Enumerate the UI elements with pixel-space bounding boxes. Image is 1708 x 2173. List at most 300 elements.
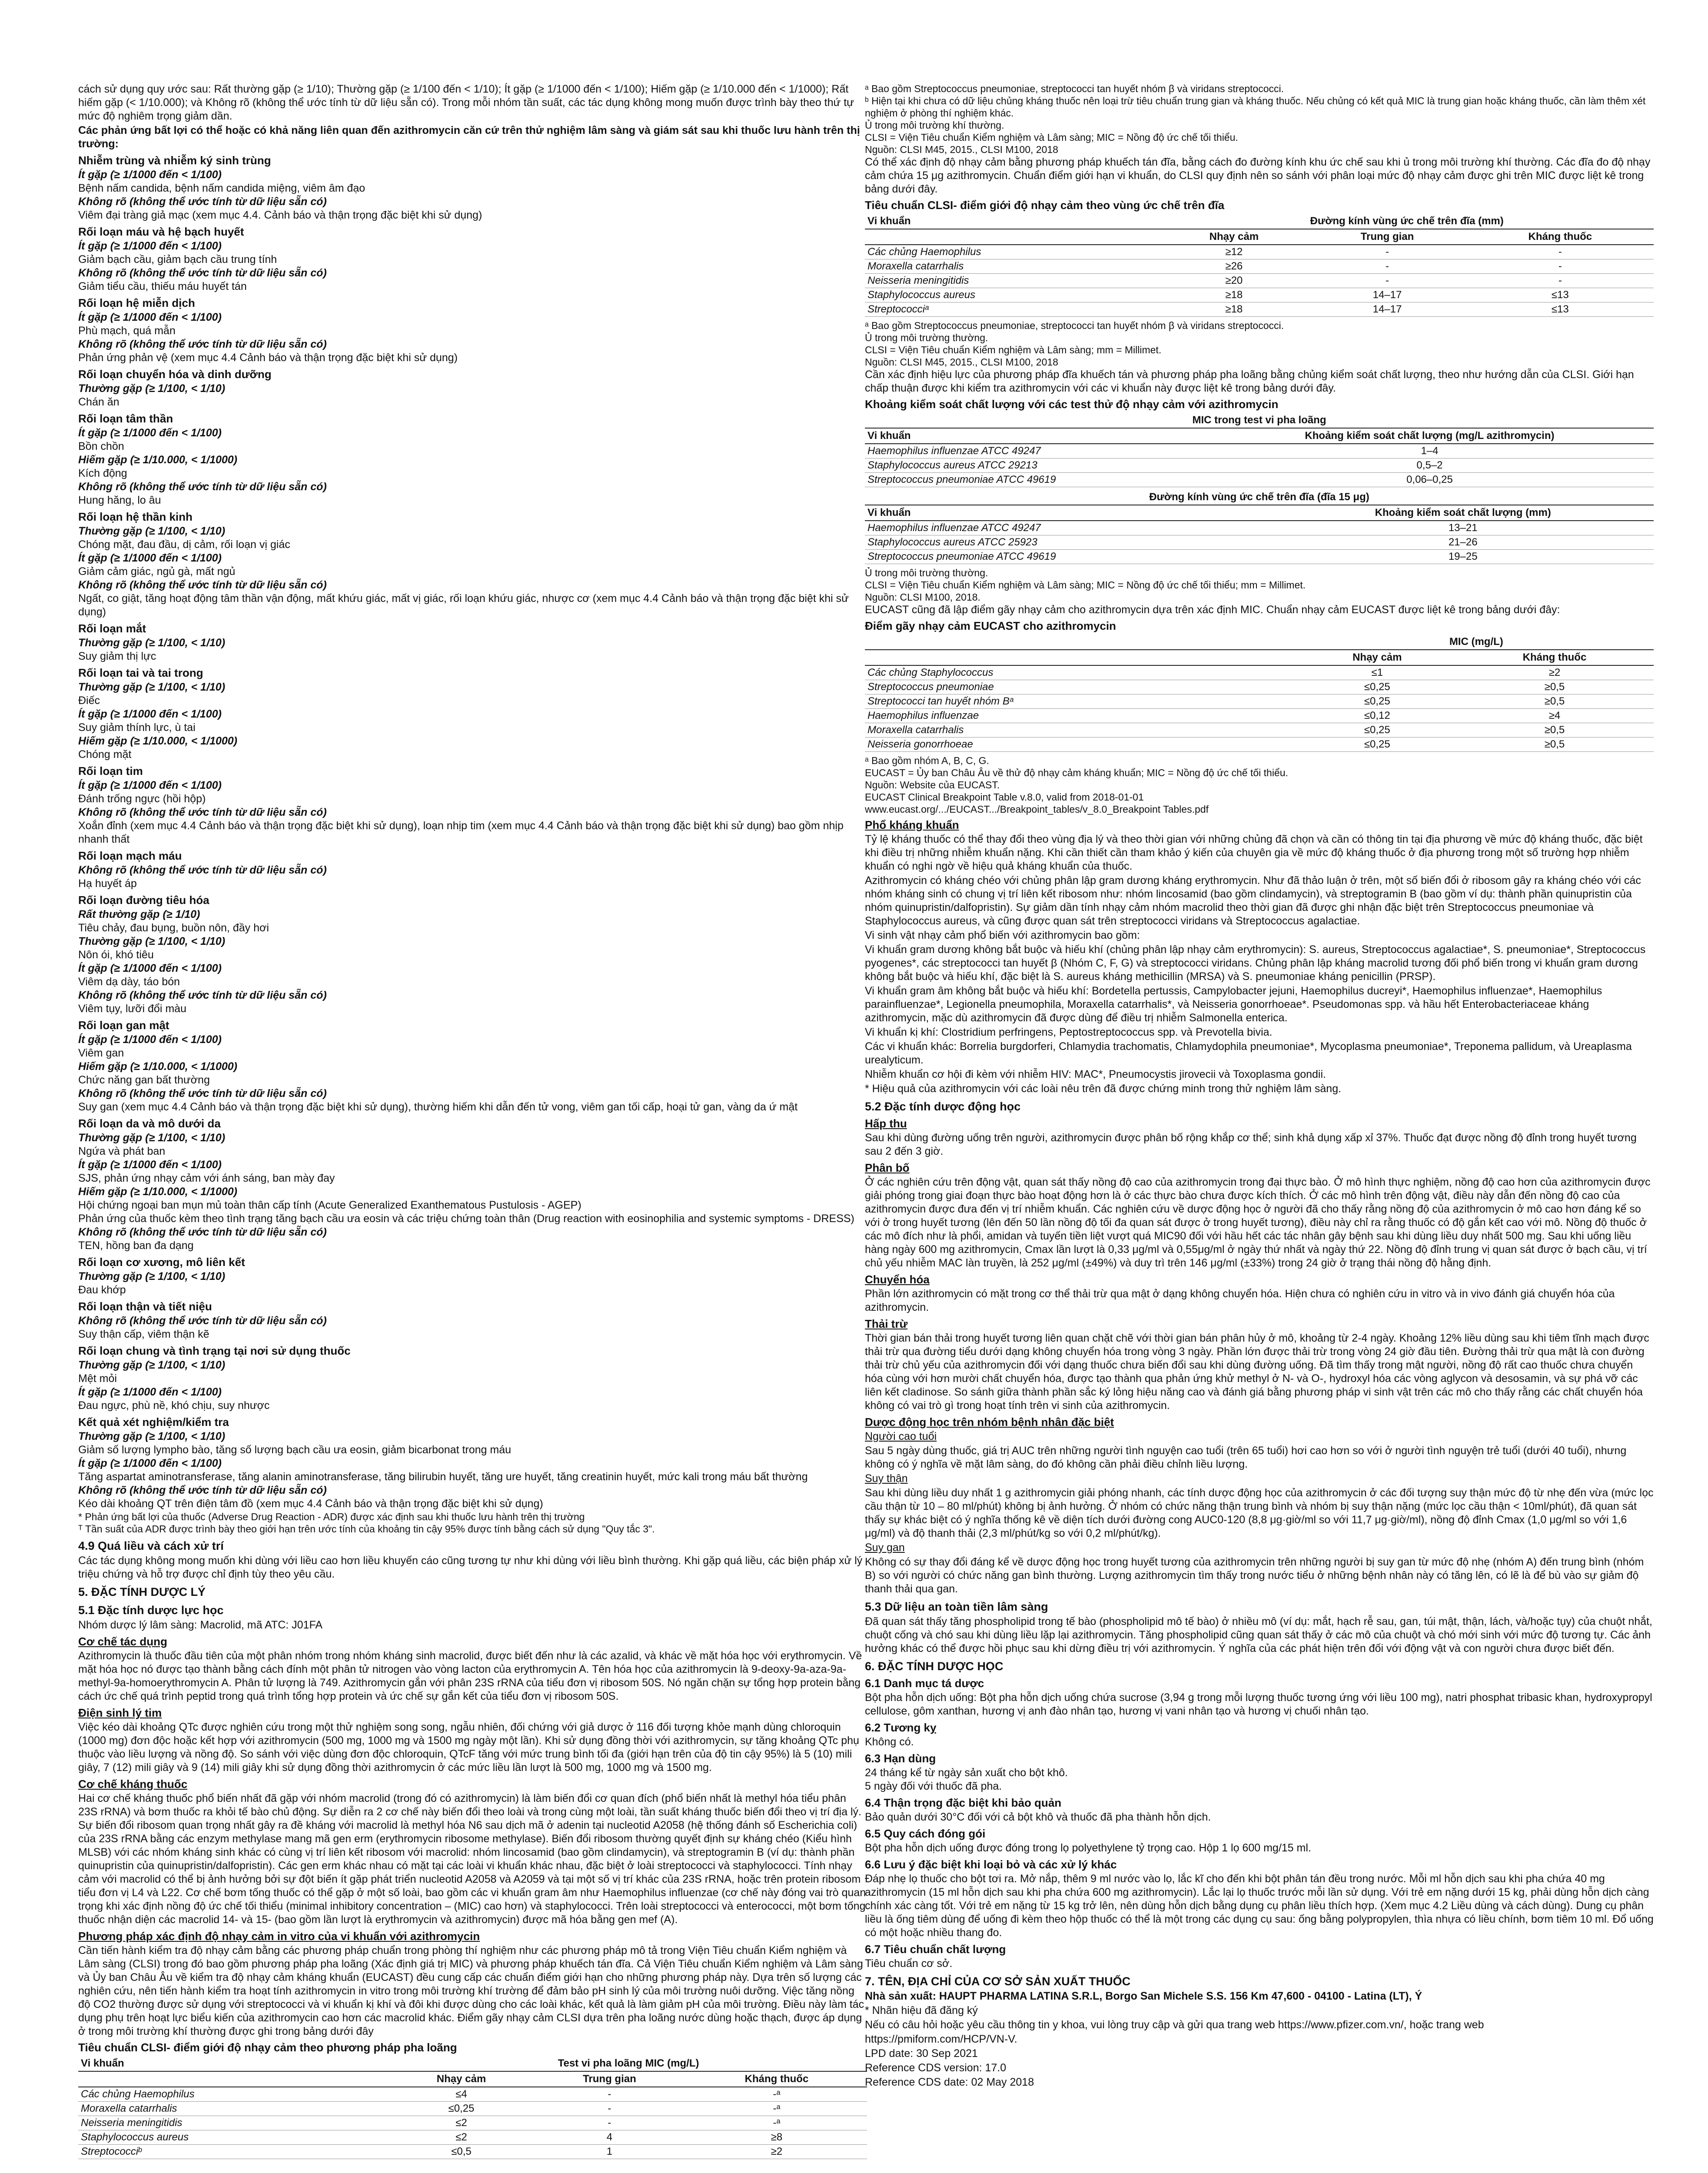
- susceptibility-title: Phương pháp xác định độ nhạy cảm in vitro của vi khuẩn với azithromycin: [78, 1930, 480, 1943]
- frequency-label: Hiếm gặp (≥ 1/10.000, < 1/1000): [78, 454, 238, 466]
- table-cell: 0,06–0,25: [1206, 473, 1654, 487]
- table-header: Nhạy cảm: [1160, 229, 1308, 245]
- table-row: [865, 738, 1654, 752]
- spectrum-text: [865, 833, 1654, 1096]
- table-cell: 4: [533, 2130, 686, 2145]
- table-header: Khoảng kiểm soát chất lượng (mg/L azithromycin): [1206, 428, 1654, 444]
- ae-group-title: Nhiễm trùng và nhiễm ký sinh trùng: [78, 154, 271, 167]
- spectrum-paragraph: Các vi khuẩn khác: Borrelia burgdorferi, Chlamydia trachomatis, Chlamydophila pneumoniae*, Mycoplasma pneumoniae*, Treponema pallidum, và Ureaplasma urealyticum.: [865, 1040, 1632, 1066]
- table-row: [78, 2116, 867, 2130]
- table-cell: ≥20: [1160, 274, 1308, 288]
- eucast-table-title: Điểm gãy nhạy cảm EUCAST cho azithromycin: [865, 619, 1116, 632]
- table-header: Vi khuẩn: [865, 505, 1272, 521]
- frequency-label: Ít gặp (≥ 1/1000 đến < 1/100): [78, 311, 222, 323]
- section-5-2-title: 5.2 Đặc tính dược động học: [865, 1100, 1021, 1113]
- clsi-dilution-table-title: Tiêu chuẩn CLSI- điểm giới độ nhạy cảm theo phương pháp pha loãng: [78, 2041, 457, 2054]
- table-cell: -: [1467, 245, 1654, 259]
- frequency-label: Ít gặp (≥ 1/1000 đến < 1/100): [78, 427, 222, 439]
- note-line: EUCAST Clinical Breakpoint Table v.8.0, valid from 2018-01-01: [865, 791, 1144, 803]
- ae-item: Suy gan (xem mục 4.4 Cảnh báo và thận trọng đặc biệt khi sử dụng), thường hiếm khi dẫn đến tử vong, viêm gan tối cấp, hoại tử gan, vàng da ứ mật: [78, 1101, 798, 1113]
- frequency-label: Không rõ (không thể ước tính từ dữ liệu sẵn có): [78, 481, 327, 493]
- ae-group-title: Rối loạn mắt: [78, 622, 146, 635]
- notes-block: [865, 567, 1654, 603]
- spectrum-paragraph: Vi khuẩn kị khí: Clostridium perfringens, Peptostreptococcus spp. và Prevotella bivia.: [865, 1026, 1273, 1038]
- table-row: [78, 2087, 867, 2102]
- spectrum-paragraph: Nhiễm khuẩn cơ hội đi kèm với nhiễm HIV: MAC*, Pneumocystis jirovecii và Toxoplasma gondii.: [865, 1068, 1326, 1080]
- table-cell: ≤0,12: [1299, 709, 1455, 723]
- table-cell: Các chủng Staphylococcus: [865, 665, 1299, 680]
- section-5-3-title: 5.3 Dữ liệu an toàn tiền lâm sàng: [865, 1600, 1048, 1613]
- special-text: Sau 5 ngày dùng thuốc, giá trị AUC trên những người tình nguyện cao tuổi (trên 65 tuổi) hơi cao hơn so với ở người tình nguyện trẻ tuổi (dưới 40 tuổi), nhưng không có ý nghĩa về mặt lâm sàng, do đó không cần phải điều chỉnh liều lượng.: [865, 1445, 1627, 1470]
- ae-item: Đánh trống ngực (hồi hộp): [78, 793, 206, 805]
- resistance-title: Cơ chế kháng thuốc: [78, 1778, 188, 1791]
- ae-item: Giảm cảm giác, ngủ gà, mất ngủ: [78, 565, 236, 578]
- ae-item: Điếc: [78, 694, 100, 707]
- table-cell: Streptococciᵃ: [865, 302, 1160, 317]
- table-header: Vi khuẩn: [865, 214, 1160, 229]
- note-line: Nguồn: Website của EUCAST.: [865, 779, 1000, 791]
- frequency-label: Thường gặp (≥ 1/100, < 1/10): [78, 1430, 226, 1442]
- section-6-2-text: Không có.: [865, 1736, 914, 1748]
- eucast-table: [865, 635, 1654, 752]
- table-cell: -: [1308, 259, 1466, 274]
- ae-item: Giảm bạch cầu, giảm bạch cầu trung tính: [78, 253, 277, 266]
- table-row: [865, 521, 1654, 535]
- frequency-label: Thường gặp (≥ 1/100, < 1/10): [78, 935, 226, 947]
- table-cell: ≥18: [1160, 302, 1308, 317]
- note-line: ᵃ Bao gồm Streptococcus pneumoniae, streptococci tan huyết nhóm β và viridans streptococci.: [865, 83, 1284, 94]
- qc-mic-table: [865, 413, 1654, 487]
- adverse-reactions-heading: Các phản ứng bất lợi có thể hoặc có khả năng liên quan đến azithromycin căn cứ trên thử nghiệm lâm sàng và giám sát sau khi thuốc lưu hành trên thị trường:: [78, 124, 860, 150]
- frequency-label: Không rõ (không thể ước tính từ dữ liệu sẵn có): [78, 579, 327, 591]
- table-cell: Neisseria meningitidis: [78, 2116, 390, 2130]
- table-cell: -: [1467, 259, 1654, 274]
- ae-item: Giảm tiểu cầu, thiếu máu huyết tán: [78, 280, 247, 292]
- table-cell: -: [1308, 245, 1466, 259]
- pk-subtitle: Phân bố: [865, 1161, 910, 1174]
- section-6-3-text: 24 tháng kể từ ngày sản xuất cho bột khô. 5 ngày đối với thuốc đã pha.: [865, 1767, 1068, 1792]
- special-populations: [865, 1430, 1654, 1596]
- table-header-group: MIC trong test vi pha loãng: [865, 413, 1654, 428]
- table-cell: Haemophilus influenzae ATCC 49247: [865, 521, 1272, 535]
- special-text: Sau khi dùng liều duy nhất 1 g azithromycin giải phóng nhanh, các tính dược động học của azithromycin ở các đối tượng suy thận mức độ từ nhẹ đến vừa (mức lọc cầu thận từ 10 – 80 ml/phút) không bị ảnh hưởng. Ở nhóm có chức năng thận trung bình và nhóm bị suy thận nặng (mức lọc cầu thận < 10ml/phút), đã quan sát thấy sự khác biệt có ý nghĩa thống kê về diện tích dưới đường cong AUC0-120 (8,8 μg·giờ/ml so với 11,7 μg·giờ/ml), nồng độ đỉnh Cmax (1,0 μg/ml so với 1,6 μg/ml) và độ thanh thải (2,3 ml/phút/kg so với 0,2 ml/phút/kg).: [865, 1487, 1654, 1539]
- ae-item: Tiêu chảy, đau bụng, buồn nôn, đầy hơi: [78, 922, 269, 934]
- spectrum-paragraph: Vi khuẩn gram dương không bắt buộc và hiếu khí (chủng phân lập nhạy cảm erythromycin): S. aureus, Streptococcus agalactiae*, S. pneumoniae*, Streptococcus pyogenes*, các streptococci tan huyết β (Nhóm C, F, G) và streptococci viridans. Chủng phân lập kháng macrolid tương đối phổ biến trong vi khuẩn gram dương không bắt buộc và hiếu khí, đặc biệt là S. aureus kháng methicillin (MRSA) và S. pneumoniae kháng penicillin (PRSP).: [865, 944, 1646, 983]
- frequency-label: Ít gặp (≥ 1/1000 đến < 1/100): [78, 1033, 222, 1046]
- ae-group-title: Rối loạn đường tiêu hóa: [78, 894, 209, 907]
- ae-item: Ngứa và phát ban: [78, 1145, 166, 1157]
- table-cell: Các chủng Haemophilus: [865, 245, 1160, 259]
- table-header-group: Đường kính vùng ức chế trên đĩa (mm): [1160, 214, 1654, 229]
- section-6-1-text: Bột pha hỗn dịch uống: Bột pha hỗn dịch uống chứa sucrose (3,94 g trong mỗi lượng thuốc tương ứng với liều 100 mg), natri phosphat tribasic khan, hydroxypropyl cellulose, gôm xanthan, hương vị anh đào nhân tạo, hương vị vani nhân tạo và hương vị chuối nhân tạo.: [865, 1691, 1652, 1717]
- table-cell: ≤4: [390, 2087, 533, 2102]
- special-subtitle: Người cao tuổi: [865, 1430, 937, 1442]
- susceptibility-text: Cần tiến hành kiểm tra độ nhạy cảm bằng các phương pháp chuẩn trong phòng thí nghiệm như các phương pháp mô tả trong Viện Tiêu chuẩn Kiểm nghiệm và Lâm sàng (CLSI) trong đó bao gồm phương pháp pha loãng (Xác định giá trị MIC) và phương pháp khuếch tán đĩa. Cả Viện Tiêu chuẩn Kiểm nghiệm và Lâm sàng và Ủy ban Châu Âu về kiểm tra độ nhạy cảm kháng khuẩn (EUCAST) đều cung cấp các chuẩn điểm giới hạn cho những phương pháp này. Dựa trên số lượng các nghiên cứu, nên tiến hành kiểm tra hoạt tính azithromycin in vitro trong môi trường khí trường để đảm bảo pH sinh lý của môi trường nuôi dưỡng. Việc tăng nồng độ CO2 thường được sử dụng với streptococci và vi khuẩn kị khí và đôi khi được dùng cho các loài khác, kết quả là làm giảm pH của môi trường. Điều này làm tác dụng phụ trên hoạt lực biểu kiến của azithromycin cao hơn các macrolid khác. Điểm gãy nhạy cảm CLSI dựa trên pha loãng nước dùng hoặc thạch, được áp dụng ở trong môi trường khí thường được ghi trong bảng dưới đây: [78, 1944, 864, 2037]
- frequency-label: Không rõ (không thể ước tính từ dữ liệu sẵn có): [78, 864, 327, 876]
- eucast-text: EUCAST cũng đã lập điểm gãy nhạy cảm cho azithromycin dựa trên xác định MIC. Chuẩn nhạy cảm EUCAST được liệt kê trong bảng dưới đây:: [865, 604, 1560, 616]
- ae-group-title: Rối loạn da và mô dưới da: [78, 1117, 221, 1130]
- frequency-label: Thường gặp (≥ 1/100, < 1/10): [78, 525, 226, 537]
- table-body: [865, 521, 1654, 564]
- footnote-adr: * Phản ứng bất lợi của thuốc (Adverse Drug Reaction - ADR) được xác định sau khi thuốc lưu hành trên thị trường: [78, 1511, 585, 1522]
- notes-block: [865, 319, 1654, 368]
- note-line: ᵃ Bao gồm Streptococcus pneumoniae, streptococci tan huyết nhóm β và viridans streptococci.: [865, 320, 1284, 331]
- note-line: Nguồn: CLSI M45, 2015., CLSI M100, 2018: [865, 356, 1058, 368]
- manufacturer-line: Reference CDS date: 02 May 2018: [865, 2076, 1034, 2088]
- special-text: Không có sự thay đổi đáng kể về dược động học trong huyết tương của azithromycin trên những người bị suy gan từ mức độ nhẹ (nhóm A) đến trung bình (nhóm B) so với người có chức năng gan bình thường. Lượng azithromycin tìm thấy trong nước tiểu ở những bệnh nhân này có tăng lên, có lẽ là để bù vào sự giảm độ thanh thải qua gan.: [865, 1556, 1644, 1595]
- special-subtitle: Suy gan: [865, 1542, 905, 1554]
- section-6-5-title: 6.5 Quy cách đóng gói: [865, 1827, 986, 1840]
- frequency-label: Thường gặp (≥ 1/100, < 1/10): [78, 1132, 226, 1144]
- frequency-label: Không rõ (không thể ước tính từ dữ liệu sẵn có): [78, 806, 327, 818]
- table-cell: ≥4: [1455, 709, 1654, 723]
- frequency-label: Thường gặp (≥ 1/100, < 1/10): [78, 1359, 226, 1371]
- frequency-label: Không rõ (không thể ước tính từ dữ liệu sẵn có): [78, 338, 327, 350]
- table-cell: Haemophilus influenzae ATCC 49247: [865, 444, 1206, 459]
- notes-block: [865, 754, 1654, 815]
- ae-item: Hạ huyết áp: [78, 877, 137, 890]
- table-cell: ≤13: [1467, 302, 1654, 317]
- pharmacokinetics: [865, 1116, 1654, 1412]
- section-6-5-text: Bột pha hỗn dịch uống được đóng trong lọ polyethylene tỷ trọng cao. Hộp 1 lọ 600 mg/15 ml.: [865, 1842, 1311, 1854]
- frequency-label: Không rõ (không thể ước tính từ dữ liệu sẵn có): [78, 1484, 327, 1496]
- pk-subtitle: Thải trừ: [865, 1317, 908, 1330]
- table-cell: Staphylococcus aureus: [78, 2130, 390, 2145]
- frequency-label: Không rõ (không thể ước tính từ dữ liệu sẵn có): [78, 196, 327, 208]
- table-cell: ≥18: [1160, 288, 1308, 302]
- electrophysiology-text: Việc kéo dài khoảng QTc được nghiên cứu trong một thử nghiệm song song, ngẫu nhiên, đối chứng với giả dược ở 116 đối tượng khỏe mạnh dùng chloroquin (1000 mg) đơn độc hoặc kết hợp với azithromycin (500 mg, 1000 mg và 1500 mg ngày một lần). Khi sử dụng đồng thời với azithromycin, sự tăng khoảng QTc phụ thuộc vào liều lượng và nồng độ. So sánh với việc dùng đơn độc chloroquin, QTcF tăng với mức trung bình tối đa (giới hạn trên của độ tin cậy 95%) là 5 (10) mili giây, 7 (12) mili giây và 9 (14) mili giây khi sử dụng đồng thời azithromycin ở các mức liều lần lượt là 500 mg, 1000 mg và 1500 mg.: [78, 1721, 859, 1774]
- table-row: [865, 550, 1654, 564]
- table-cell: ≤0,25: [390, 2102, 533, 2116]
- table-header: Khoảng kiểm soát chất lượng (mm): [1272, 505, 1654, 521]
- ae-item: Chức năng gan bất thường: [78, 1074, 210, 1086]
- table-header-group: MIC (mg/L): [1299, 635, 1654, 650]
- manufacturer-info: [865, 1990, 1654, 2089]
- ae-item: Viêm dạ dày, táo bón: [78, 976, 180, 988]
- table-row: [865, 444, 1654, 459]
- table-cell: Streptococciᵇ: [78, 2145, 390, 2159]
- frequency-label: Ít gặp (≥ 1/1000 đến < 1/100): [78, 240, 222, 252]
- ae-item: Nôn ói, khó tiêu: [78, 949, 154, 961]
- frequency-label: Ít gặp (≥ 1/1000 đến < 1/100): [78, 962, 222, 974]
- table-row: [78, 2130, 867, 2145]
- table-row: [865, 709, 1654, 723]
- section-6-4-text: Bảo quản dưới 30°C đối với cả bột khô và thuốc đã pha thành hỗn dịch.: [865, 1811, 1211, 1823]
- resistance-text: Hai cơ chế kháng thuốc phổ biến nhất đã gặp với nhóm macrolid (trong đó có azithromycin) là làm biến đổi cơ quan đích (phổ biến nhất là methyl hóa tiểu phân 23S rRNA) và bơm thuốc ra khỏi tế bào chủ động. Sự diễn ra 2 cơ chế này biến đổi theo loài và trong cùng một loài, tần suất kháng thuốc biến đổi theo vị trí địa lý. Sự biến đổi ribosom quan trọng nhất gây ra đề kháng với macrolid là methyl hóa N6 sau dịch mã ở adenin tại nucleotid A2058 (hệ thống đánh số Escherichia coli) của 23S rRNA bằng các enzym methylase mang mã gen erm (erythromycin ribosome methylase). Biến đổi ribosom thường quyết định sự kháng chéo (Kiểu hình MLSB) với các nhóm kháng sinh khác có cùng vị trí liên kết ribosom với macrolid: nhóm lincosamid (bao gồm clindamycin), và streptogramin B (ví dụ: thành phần quinupristin của quinupristin/dalfopristin). Các gen erm khác nhau có mặt tại các loài vi khuẩn khác nhau, đặc biệt ở loài streptococci và staphylococci. Tính nhạy cảm với macrolid có thể bị ảnh hưởng bởi sự đột biến ít gặp phát triển nucleotid A2058 và A2059 và tại một số vị trí khác của 23S rRNA, hoặc trên protein ribosom tiểu đơn vị L4 và L22. Cơ chế bơm tống thuốc có thể gặp ở một số loài, bao gồm các vi khuẩn gram âm như Haemophilus influenzae (cơ chế này đóng vai trò quan trọng khi xác định nồng độ ức chế tối thiểu (minimal inhibitory concentration – (MIC) cao hơn) và staphylococci. Trên loài streptococci và enterococci, một bơm tống thuốc nhận diện các macrolid 14- và 15- (bao gồm lần lượt là erythromycin và azithromycin) được mã hóa bằng gen mef (A).: [78, 1792, 866, 1926]
- table-cell: 19–25: [1272, 550, 1654, 564]
- pk-text: Thời gian bán thải trong huyết tương liên quan chặt chẽ với thời gian bán phân hủy ở mô, khoảng từ 2-4 ngày. Khoảng 12% liều dùng sau khi tiêm tĩnh mạch được thải trừ qua đường tiểu dưới dạng không chuyển hóa trong vòng 3 ngày. Phần lớn được thải trừ trong vòng 24 giờ đầu tiên. Đường thải trừ qua mật là con đường thải trừ chủ yếu của azithromycin đối với dạng thuốc chưa biến đổi sau khi dùng đường uống. Đã tìm thấy trong mật người, nồng độ rất cao thuốc chưa chuyển hóa cùng với hơn mười chất chuyển hóa, được tạo thành qua phản ứng khử methyl ở N- và O-, hydroxyl hóa các vòng aglycon và desosamin, và sự phá vỡ các liên kết cladinose. So sánh giữa thành phần sắc ký lỏng hiệu năng cao và đánh giá bằng phương pháp vi sinh vật trên các mô cho thấy rằng các chất chuyển hóa không có vai trò gì trong hoạt tính trên vi sinh của azithromycin.: [865, 1332, 1649, 1412]
- ae-item: Đau ngực, phù nề, khó chịu, suy nhược: [78, 1399, 270, 1412]
- ae-group-title: Rối loạn tâm thần: [78, 412, 173, 425]
- table-cell: ≤13: [1467, 288, 1654, 302]
- ae-item: Tăng aspartat aminotransferase, tăng alanin aminotransferase, tăng bilirubin huyết, tăng ure huyết, tăng creatinin huyết, mức kali trong máu bất thường: [78, 1471, 808, 1483]
- table-body: [78, 2087, 867, 2159]
- table-cell: ≤2: [390, 2116, 533, 2130]
- table-cell: ≤0,25: [1299, 723, 1455, 738]
- table-row: [78, 2145, 867, 2159]
- ae-item: Chóng mặt, đau đầu, dị cảm, rối loạn vị giác: [78, 538, 290, 551]
- frequency-label: Không rõ (không thể ước tính từ dữ liệu sẵn có): [78, 1315, 327, 1327]
- pk-text: Phần lớn azithromycin có mặt trong cơ thể thải trừ qua mật ở dạng không chuyển hóa. Hiện chưa có nghiên cứu in vitro và in vivo đánh giá chuyển hóa của azithromycin.: [865, 1288, 1615, 1313]
- table-cell: ≤0,25: [1299, 694, 1455, 709]
- ae-item: Bồn chồn: [78, 440, 124, 452]
- frequency-label: Ít gặp (≥ 1/1000 đến < 1/100): [78, 1159, 222, 1171]
- ae-item: Mệt mỏi: [78, 1372, 117, 1385]
- frequency-label: Thường gặp (≥ 1/100, < 1/10): [78, 681, 226, 693]
- ae-group-title: Rối loạn thận và tiết niệu: [78, 1300, 212, 1313]
- ae-item: Suy thận cấp, viêm thận kẽ: [78, 1328, 209, 1340]
- ae-group-title: Rối loạn chung và tình trạng tại nơi sử dụng thuốc: [78, 1344, 351, 1357]
- manufacturer-line: LPD date: 30 Sep 2021: [865, 2047, 978, 2060]
- ae-item: Giảm số lượng lympho bào, tăng số lượng bạch cầu ưa eosin, giảm bicarbonat trong máu: [78, 1444, 512, 1456]
- table-cell: Staphylococcus aureus ATCC 25923: [865, 535, 1272, 550]
- table-body: [865, 444, 1654, 487]
- table-cell: 1–4: [1206, 444, 1654, 459]
- table-header: Kháng thuốc: [686, 2071, 867, 2087]
- note-line: CLSI = Viện Tiêu chuẩn Kiểm nghiệm và Lâm sàng; MIC = Nồng độ ức chế tối thiểu.: [865, 132, 1238, 143]
- note-line: www.eucast.org/.../EUCAST.../Breakpoint_tables/v_8.0_Breakpoint Tables.pdf: [865, 804, 1209, 815]
- table-cell: ≥8: [686, 2130, 867, 2145]
- section-6-4-title: 6.4 Thận trọng đặc biệt khi bảo quản: [865, 1796, 1062, 1809]
- frequency-label: Hiếm gặp (≥ 1/10.000, < 1/1000): [78, 1060, 238, 1073]
- section-6-6-title: 6.6 Lưu ý đặc biệt khi loại bỏ và các xử lý khác: [865, 1858, 1117, 1871]
- table-row: [865, 694, 1654, 709]
- table-cell: Streptococcus pneumoniae ATCC 49619: [865, 473, 1206, 487]
- table-body: [865, 665, 1654, 752]
- ae-item: Kích động: [78, 467, 127, 479]
- table-cell: Staphylococcus aureus ATCC 29213: [865, 459, 1206, 473]
- intro-text: cách sử dụng quy ước sau: Rất thường gặp (≥ 1/10); Thường gặp (≥ 1/100 đến < 1/10); Ít gặp (≥ 1/1000 đến < 1/100); Hiếm gặp (≥ 1/10.000 đến < 1/1000); Rất hiếm gặp (< 1/10.000); và Không rõ (không thể ước tính từ dữ liệu sẵn có). Trong mỗi nhóm tần suất, các tác dụng không mong muốn được trình bày theo thứ tự mức độ nghiêm trọng giảm dần.: [78, 83, 854, 122]
- table-cell: ≤1: [1299, 665, 1455, 680]
- ae-group-title: Rối loạn gan mật: [78, 1019, 169, 1032]
- table-cell: 1: [533, 2145, 686, 2159]
- table-cell: Streptococcus pneumoniae ATCC 49619: [865, 550, 1272, 564]
- table-cell: Các chủng Haemophilus: [78, 2087, 390, 2102]
- qc-disk-table: [865, 490, 1654, 564]
- frequency-label: Hiếm gặp (≥ 1/10.000, < 1/1000): [78, 735, 238, 747]
- table-cell: Staphylococcus aureus: [865, 288, 1160, 302]
- note-line: ᵃ Bao gồm nhóm A, B, C, G.: [865, 755, 989, 766]
- pk-text: Sau khi dùng đường uống trên người, azithromycin được phân bố rộng khắp cơ thể; sinh khả dụng xấp xỉ 37%. Thuốc đạt được nồng độ đỉnh trong huyết tương sau 2 đến 3 giờ.: [865, 1132, 1637, 1157]
- section-4-9-title: 4.9 Quá liều và cách xử trí: [78, 1539, 224, 1552]
- note-line: Ủ trong môi trường khí thường.: [865, 120, 1004, 131]
- table-cell: ≥12: [1160, 245, 1308, 259]
- frequency-label: Không rõ (không thể ước tính từ dữ liệu sẵn có): [78, 989, 327, 1001]
- ae-item: Bệnh nấm candida, bệnh nấm candida miệng, viêm âm đạo: [78, 182, 366, 194]
- note-line: CLSI = Viện Tiêu chuẩn Kiểm nghiệm và Lâm sàng; MIC = Nồng độ ức chế tối thiểu; mm = Millimet.: [865, 579, 1306, 591]
- table-cell: Moraxella catarrhalis: [865, 723, 1299, 738]
- table-body: [865, 245, 1654, 317]
- ae-item: Hung hăng, lo âu: [78, 494, 161, 506]
- ae-item: Viêm đại tràng giả mạc (xem mục 4.4. Cảnh báo và thận trọng đặc biệt khi sử dụng): [78, 209, 482, 221]
- table-cell: -: [533, 2087, 686, 2102]
- section-6-2-title: 6.2 Tương kỵ: [865, 1721, 937, 1734]
- table-row: [865, 680, 1654, 694]
- note-line: Nguồn: CLSI M45, 2015., CLSI M100, 2018: [865, 144, 1058, 155]
- ae-item: Phản ứng của thuốc kèm theo tình trạng tăng bạch cầu ưa eosin và các triệu chứng toàn thân (Drug reaction with eosinophilia and systemic symptoms - DRESS): [78, 1213, 854, 1225]
- frequency-label: Thường gặp (≥ 1/100, < 1/10): [78, 637, 226, 649]
- table-header: Trung gian: [1308, 229, 1466, 245]
- table-cell: -ᵃ: [686, 2087, 867, 2102]
- table-cell: Haemophilus influenzae: [865, 709, 1299, 723]
- ae-item: Đau khớp: [78, 1284, 126, 1296]
- table-cell: 13–21: [1272, 521, 1654, 535]
- footnote-rule-of-3: ᵀ Tần suất của ADR được trình bày theo giới hạn trên ước tính của khoảng tin cậy 95% được tính bằng cách sử dụng "Quy tắc 3".: [78, 1523, 655, 1535]
- mechanism-text: Azithromycin là thuốc đầu tiên của một phân nhóm trong nhóm kháng sinh macrolid, được biết đến như là các azalid, và khác về mặt hóa học với erythromycin. Về mặt hóa học nó được tạo thành bằng cách đính một phân tử nitrogen vào vòng lacton của erythromycin A. Tên hóa học của azithromycin là 9-deoxy-9a-aza-9a-methyl-9a-homoerythromycin A. Phân tử lượng là 749. Azithromycin gắn với phân 23S rRNA của tiểu đơn vị ribosom 50S. Nó ngăn chặn sự tổng hợp protein bằng cách ức chế quá trình peptid trong quá trình tổng hợp protein và ức chế sự gắn kết của tiểu đơn vị ribosom 50S.: [78, 1650, 862, 1702]
- table-row: [865, 245, 1654, 259]
- qc-table-title: Khoảng kiểm soát chất lượng với các test thử độ nhạy cảm với azithromycin: [865, 398, 1279, 411]
- frequency-label: Không rõ (không thể ước tính từ dữ liệu sẵn có): [78, 267, 327, 279]
- table-cell: -: [1308, 274, 1466, 288]
- right-column: [865, 83, 1654, 2090]
- manufacturer-line: Nếu có câu hỏi hoặc yêu cầu thông tin y khoa, vui lòng truy cập và gửi qua trang web https://www.pfizer.com.vn/, hoặc trang web: [865, 2019, 1484, 2031]
- spectrum-title: Phổ kháng khuẩn: [865, 818, 959, 831]
- disk-method-text: Có thể xác định độ nhạy cảm bằng phương pháp khuếch tán đĩa, bằng cách đo đường kính khu ức chế sau khi ủ trong môi trường khí thường. Các đĩa đo độ nhạy cảm chứa 15 μg azithromycin. Chuẩn điểm giới hạn vi khuẩn, do CLSI quy định nên so sánh với phân loại mức độ nhạy cảm được ghi trên MIC được liệt kê trong bảng dưới đây.: [865, 156, 1651, 195]
- table-header: Nhạy cảm: [390, 2071, 533, 2087]
- ae-group-title: Rối loạn tim: [78, 764, 143, 777]
- table-cell: Neisseria meningitidis: [865, 274, 1160, 288]
- table-row: [865, 302, 1654, 317]
- ae-item: Phản ứng phản vệ (xem mục 4.4 Cảnh báo và thận trọng đặc biệt khi sử dụng): [78, 352, 458, 364]
- table-row: [865, 473, 1654, 487]
- ae-item: Phù mạch, quá mẫn: [78, 325, 176, 337]
- table-header: Kháng thuốc: [1455, 650, 1654, 665]
- ae-group-title: Rối loạn hệ miễn dịch: [78, 296, 195, 309]
- special-subtitle: Suy thận: [865, 1472, 908, 1485]
- table-row: [865, 274, 1654, 288]
- table-row: [865, 459, 1654, 473]
- ae-item: Xoắn đỉnh (xem mục 4.4 Cảnh báo và thận trọng đặc biệt khi sử dụng), loạn nhịp tim (xem mục 4.4 Cảnh báo và thận trọng đặc biệt khi sử dụng) bao gồm nhịp nhanh thất: [78, 820, 844, 845]
- table-row: [78, 2102, 867, 2116]
- ae-item: Viêm tụy, lưỡi đổi màu: [78, 1003, 186, 1015]
- clsi-dilution-table: [78, 2056, 867, 2159]
- table-header-group: Đường kính vùng ức chế trên đĩa (đĩa 15 μg): [865, 490, 1654, 505]
- qc-text: Cần xác định hiệu lực của phương pháp đĩa khuếch tán và phương pháp pha loãng bằng chủng kiểm soát chất lượng, theo như hướng dẫn của CLSI. Giới hạn chấp thuận được khi kiểm tra azithromycin với các vi khuẩn này được liệt kê trong bảng dưới đây.: [865, 369, 1634, 394]
- note-line: ᵇ Hiện tại khi chưa có dữ liệu chủng kháng thuốc nên loại trừ tiêu chuẩn trung gian và kháng thuốc. Nếu chủng có kết quả MIC là trung gian hoặc kháng thuốc, cần làm thêm xét nghiệm ở phòng thí nghiệm khác.: [865, 95, 1646, 119]
- section-6-1-title: 6.1 Danh mục tá dược: [865, 1677, 984, 1690]
- ae-item: Viêm gan: [78, 1047, 124, 1059]
- ae-group-title: Kết quả xét nghiệm/kiểm tra: [78, 1415, 229, 1429]
- frequency-label: Ít gặp (≥ 1/1000 đến < 1/100): [78, 779, 222, 791]
- table-cell: 14–17: [1308, 302, 1466, 317]
- table-row: [865, 723, 1654, 738]
- table-row: [865, 665, 1654, 680]
- table-cell: 14–17: [1308, 288, 1466, 302]
- frequency-label: Không rõ (không thể ước tính từ dữ liệu sẵn có): [78, 1226, 327, 1238]
- left-column: [78, 83, 867, 2162]
- section-5-title: 5. ĐẶC TÍNH DƯỢC LÝ: [78, 1585, 206, 1598]
- table-cell: -: [533, 2102, 686, 2116]
- table-cell: ≥2: [1455, 665, 1654, 680]
- manufacturer-line: * Nhãn hiệu đã đăng ký: [865, 2004, 978, 2017]
- table-cell: ≥2: [686, 2145, 867, 2159]
- frequency-label: Ít gặp (≥ 1/1000 đến < 1/100): [78, 1386, 222, 1398]
- ae-group-title: Rối loạn chuyển hóa và dinh dưỡng: [78, 368, 272, 381]
- section-6-7-title: 6.7 Tiêu chuẩn chất lượng: [865, 1943, 1006, 1956]
- ae-item: Hội chứng ngoại ban mụn mủ toàn thân cấp tính (Acute Generalized Exanthematous Pustulosis - AGEP): [78, 1199, 582, 1211]
- table-header-group: Test vi pha loãng MIC (mg/L): [390, 2056, 867, 2071]
- ae-item: Ngất, co giật, tăng hoạt động tâm thần vận động, mất khứu giác, mất vị giác, rối loạn khứu giác, nhược cơ (xem mục 4.4 Cảnh báo và thận trọng đặc biệt khi sử dụng): [78, 592, 849, 618]
- table-cell: ≤0,25: [1299, 680, 1455, 694]
- mechanism-title: Cơ chế tác dụng: [78, 1635, 167, 1648]
- section-4-9-text: Các tác dụng không mong muốn khi dùng với liều cao hơn liều khuyến cáo cũng tương tự như khi dùng với liều bình thường. Khi gặp quá liều, các biện pháp xử lý triệu chứng và hỗ trợ được chỉ định tùy theo yêu cầu.: [78, 1555, 863, 1580]
- ae-group-title: Rối loạn máu và hệ bạch huyết: [78, 225, 244, 238]
- frequency-label: Rất thường gặp (≥ 1/10): [78, 908, 200, 920]
- ae-item: Chóng mặt: [78, 748, 132, 761]
- table-cell: 21–26: [1272, 535, 1654, 550]
- frequency-label: Ít gặp (≥ 1/1000 đến < 1/100): [78, 169, 222, 181]
- table-cell: ≥0,5: [1455, 738, 1654, 752]
- section-5-1-title: 5.1 Đặc tính dược lực học: [78, 1604, 224, 1617]
- section-6-title: 6. ĐẶC TÍNH DƯỢC HỌC: [865, 1660, 1004, 1673]
- table-cell: ≤0,5: [390, 2145, 533, 2159]
- clsi-disk-table: [865, 214, 1654, 317]
- clsi-disk-table-title: Tiêu chuẩn CLSI- điểm giới độ nhạy cảm theo vùng ức chế trên đĩa: [865, 199, 1225, 212]
- note-line: Ủ trong môi trường thường.: [865, 332, 988, 343]
- table-cell: -ᵃ: [686, 2116, 867, 2130]
- frequency-label: Thường gặp (≥ 1/100, < 1/10): [78, 1270, 226, 1283]
- table-cell: -: [1467, 274, 1654, 288]
- spectrum-paragraph: Vi khuẩn gram âm không bắt buộc và hiếu khí: Bordetella pertussis, Campylobacter jejuni, Haemophilus ducreyi*, Haemophilus influenzae*, Haemophilus parainfluenzae*, Legionella pneumophila, Moraxella catarrhalis*, và Neisseria gonorrhoeae*. Pseudomonas spp. và hầu hết Enterobacteriaceae kháng azithromycin, mặc dù azithromycin đã được dùng để điều trị nhiễm Salmonella enterica.: [865, 985, 1602, 1024]
- table-cell: -: [533, 2116, 686, 2130]
- table-row: [865, 288, 1654, 302]
- frequency-label: Ít gặp (≥ 1/1000 đến < 1/100): [78, 708, 222, 720]
- note-line: Nguồn: CLSI M100, 2018.: [865, 591, 980, 603]
- special-populations-title: Dược động học trên nhóm bệnh nhân đặc biệt: [865, 1415, 1114, 1429]
- ae-item: Kéo dài khoảng QT trên điện tâm đồ (xem mục 4.4 Cảnh báo và thận trọng đặc biệt khi sử dụng): [78, 1498, 543, 1510]
- table-header: Vi khuẩn: [78, 2056, 390, 2071]
- note-line: Ủ trong môi trường thường.: [865, 567, 988, 578]
- frequency-label: Ít gặp (≥ 1/1000 đến < 1/100): [78, 552, 222, 564]
- note-line: EUCAST = Ủy ban Châu Âu về thử độ nhạy cảm kháng khuẩn; MIC = Nồng độ ức chế tối thiểu.: [865, 767, 1288, 778]
- table-header: Trung gian: [533, 2071, 686, 2087]
- table-cell: Neisseria gonorrhoeae: [865, 738, 1299, 752]
- table-row: [865, 259, 1654, 274]
- table-header: Nhạy cảm: [1299, 650, 1455, 665]
- pk-subtitle: Chuyển hóa: [865, 1273, 930, 1286]
- ae-item: Chán ăn: [78, 396, 120, 408]
- pk-text: Ở các nghiên cứu trên động vật, quan sát thấy nồng độ cao của azithromycin trong đại thực bào. Ở mô hình thực nghiệm, nồng độ cao hơn của azithromycin được giải phóng trong giai đoạn thực bào hoạt động hơn là ở các thực bào chưa được kích thích. Ở các mô hình trên động vật, điều này dẫn đến nồng độ cao của azithromycin được đưa đến vị trí nhiễm khuẩn. Các nghiên cứu về dược động học ở người đã cho thấy rằng nồng độ của azithromycin ở mô cao hơn đáng kể so với ở trong huyết tương (lên đến 50 lần nồng độ tối đa quan sát được ở trong huyết tương), điều này chỉ ra rằng thuốc có độ gắn kết cao với mô. Nồng độ thuốc ở các mô đích như là phổi, amidan và tuyến tiền liệt vượt quá MIC90 đối với hầu hết các tác nhân gây bệnh sau khi dùng liều duy nhất 500 mg. Sau khi uống liều hàng ngày 600 mg azithromycin, Cmax lần lượt là 0,33 μg/ml và 0,55μg/ml ở ngày thứ nhất và ngày thứ 22. Nồng độ đỉnh trung vị quan sát được ở bạch cầu, vị trí chủ yếu nhiễm MAC làn truyền, là 252 μg/ml (±49%) và duy trì trên 146 μg/ml (±33%) trong 24 giờ ở trạng thái nồng độ hằng định.: [865, 1176, 1651, 1269]
- section-6-3-title: 6.3 Hạn dùng: [865, 1752, 936, 1765]
- table-cell: -ᵃ: [686, 2102, 867, 2116]
- ae-item: TEN, hồng ban đa dạng: [78, 1239, 194, 1252]
- table-cell: Moraxella catarrhalis: [78, 2102, 390, 2116]
- ae-group-title: Rối loạn hệ thần kinh: [78, 510, 193, 523]
- spectrum-paragraph: Vi sinh vật nhạy cảm phổ biến với azithromycin bao gồm:: [865, 929, 1140, 941]
- spectrum-paragraph: Azithromycin có kháng chéo với chủng phân lập gram dương kháng erythromycin. Như đã thảo luận ở trên, một số biến đổi ở ribosom gây ra kháng chéo với các nhóm kháng sinh có chung vị trí liên kết ribosom như: nhóm lincosamid (bao gồm clindamycin), và streptogramin B (bao gồm ví dụ: thành phần quinupristin của nhóm quinupristin/dalfopristin). Sự giảm dần tính nhạy cảm nhóm macrolid theo thời gian đã được ghi nhận đặc biệt trên Streptococcus pneumoniae và Staphylococcus aureus, và cũng được quan sát trên streptococci viridans và Streptococcus agalactiae.: [865, 874, 1641, 927]
- pharmacologic-group: Nhóm dược lý lâm sàng: Macrolid, mã ATC: J01FA: [78, 1619, 323, 1631]
- note-line: CLSI = Viện Tiêu chuẩn Kiểm nghiệm và Lâm sàng; mm = Millimet.: [865, 344, 1162, 356]
- pk-subtitle: Hấp thu: [865, 1117, 907, 1130]
- table-header: Vi khuẩn: [865, 428, 1206, 444]
- spectrum-paragraph: Tỷ lệ kháng thuốc có thể thay đổi theo vùng địa lý và theo thời gian với những chủng đã chọn và cần có thông tin tại địa phương về mức độ kháng thuốc, đặc biệt khi điều trị những nhiễm khuẩn nặng. Khi cần thiết cần tham khảo ý kiến của chuyên gia về mức độ kháng thuốc ở địa phương trong một số trường hợp nhiễm khuẩn có nghi ngờ về hiệu quả kháng khuẩn của thuốc.: [865, 833, 1643, 872]
- section-6-6-text: Đáp nhẹ lọ thuốc cho bột tơi ra. Mở nắp, thêm 9 ml nước vào lọ, lắc kĩ cho đến khi bột phân tán đều trong nước. Mỗi ml hỗn dịch sau khi pha chứa 40 mg azithromycin (15 ml hỗn dịch sau khi pha chứa 600 mg azithromycin). Lắc lại lọ thuốc trước mỗi lần sử dụng. Với trẻ em nặng dưới 15 kg, phải dùng hỗn dịch càng chính xác càng tốt. Với trẻ em nặng từ 15 kg trở lên, nên dùng hỗn dịch bằng dụng cụ phân liều thích hợp. (Xem mục 4.2 Liều dùng và cách dùng). Dung cụ phân liều là ống tiêm dùng để uống đi kèm theo hộp thuốc có thể là một trong các dụng cụ sau: ống bằng polypropylen, thìa nhựa có liều chính, bơm tiêm 10 ml. Đổ uống có một hoặc nhiều thang đo.: [865, 1873, 1654, 1939]
- section-7-title: 7. TÊN, ĐỊA CHỈ CỦA CƠ SỞ SẢN XUẤT THUỐC: [865, 1975, 1131, 1988]
- table-cell: ≥0,5: [1455, 680, 1654, 694]
- ae-group-title: Rối loạn mạch máu: [78, 849, 182, 862]
- ae-item: Suy giảm thị lực: [78, 650, 156, 662]
- table-cell: ≤0,25: [1299, 738, 1455, 752]
- table-cell: 0,5–2: [1206, 459, 1654, 473]
- table-cell: Moraxella catarrhalis: [865, 259, 1160, 274]
- table-header: Kháng thuốc: [1467, 229, 1654, 245]
- ae-group-title: Rối loạn cơ xương, mô liên kết: [78, 1256, 245, 1269]
- frequency-label: Ít gặp (≥ 1/1000 đến < 1/100): [78, 1457, 222, 1469]
- manufacturer-line: https://pmiform.com/HCP/VN-V.: [865, 2033, 1017, 2045]
- manufacturer-line: Reference CDS version: 17.0: [865, 2062, 1007, 2074]
- spectrum-paragraph: * Hiệu quả của azithromycin với các loài nêu trên đã được chứng minh trong thử nghiệm lâm sàng.: [865, 1083, 1342, 1095]
- table-cell: ≥26: [1160, 259, 1308, 274]
